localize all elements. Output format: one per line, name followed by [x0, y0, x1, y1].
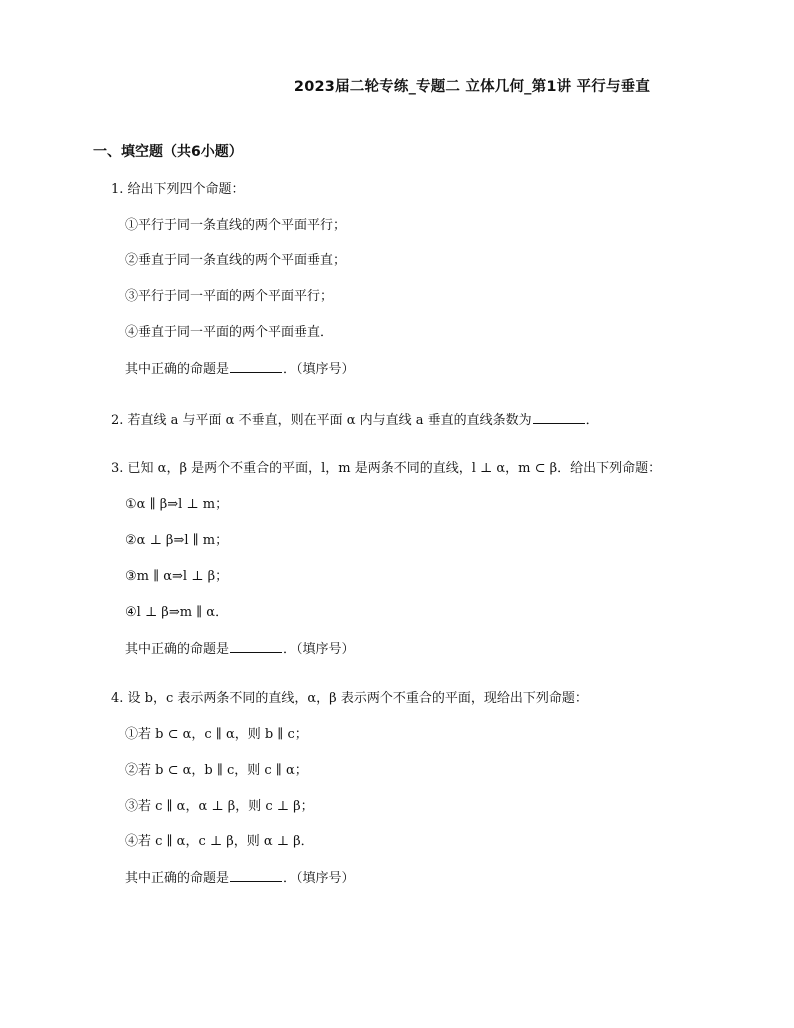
question-3-item-3: ③m ∥ α⇒l ⊥ β；: [125, 569, 229, 584]
page-title: 2023届二轮专练_专题二 立体几何_第1讲 平行与垂直: [293, 79, 651, 95]
question-3-item-1: ①α ∥ β⇒l ⊥ m；: [125, 497, 229, 512]
answer-prefix: 其中正确的命题是: [125, 871, 230, 886]
answer-suffix: ．（填序号）: [283, 871, 355, 886]
question-1-item-3: ③平行于同一平面的两个平面平行；: [125, 289, 334, 304]
answer-blank[interactable]: [230, 869, 282, 882]
question-1-item-4: ④垂直于同一平面的两个平面垂直．: [125, 325, 334, 340]
question-1-answer-line: [125, 360, 355, 379]
question-3-answer-line: [125, 640, 355, 659]
answer-prefix: 其中正确的命题是: [125, 642, 230, 657]
question-4-answer-line: [125, 869, 355, 888]
question-2-stem: [111, 411, 599, 430]
question-4-item-4: ④若 c ∥ α，c ⊥ β，则 α ⊥ β．: [125, 834, 314, 849]
question-3-item-2: ②α ⊥ β⇒l ∥ m；: [125, 533, 229, 548]
answer-blank[interactable]: [533, 411, 585, 424]
question-1-stem: 1. 给出下列四个命题：: [111, 182, 245, 197]
question-4-stem: 4. 设 b，c 表示两条不同的直线，α，β 表示两个不重合的平面，现给出下列命题：: [111, 691, 588, 706]
question-3-stem: 3. 已知 α，β 是两个不重合的平面，l，m 是两条不同的直线，l ⊥ α，m ⊂ β．给出下列命题：: [111, 461, 662, 476]
answer-blank[interactable]: [230, 640, 282, 653]
answer-blank[interactable]: [230, 360, 282, 373]
question-3-item-4: ④l ⊥ β⇒m ∥ α．: [125, 605, 229, 620]
answer-prefix: 其中正确的命题是: [125, 362, 230, 377]
question-4-item-3: ③若 c ∥ α，α ⊥ β，则 c ⊥ β；: [125, 799, 314, 814]
question-2-suffix: ．: [585, 413, 599, 428]
section-heading: 一、填空题（共6小题）: [93, 144, 243, 160]
question-4-item-2: ②若 b ⊂ α，b ∥ c，则 c ∥ α；: [125, 763, 308, 778]
answer-suffix: ．（填序号）: [283, 642, 355, 657]
question-2-text: 2. 若直线 a 与平面 α 不垂直，则在平面 α 内与直线 a 垂直的直线条数为: [111, 413, 532, 428]
question-1-item-2: ②垂直于同一条直线的两个平面垂直；: [125, 253, 347, 268]
answer-suffix: ．（填序号）: [283, 362, 355, 377]
question-4-item-1: ①若 b ⊂ α，c ∥ α，则 b ∥ c；: [125, 727, 308, 742]
question-1-item-1: ①平行于同一条直线的两个平面平行；: [125, 218, 347, 233]
